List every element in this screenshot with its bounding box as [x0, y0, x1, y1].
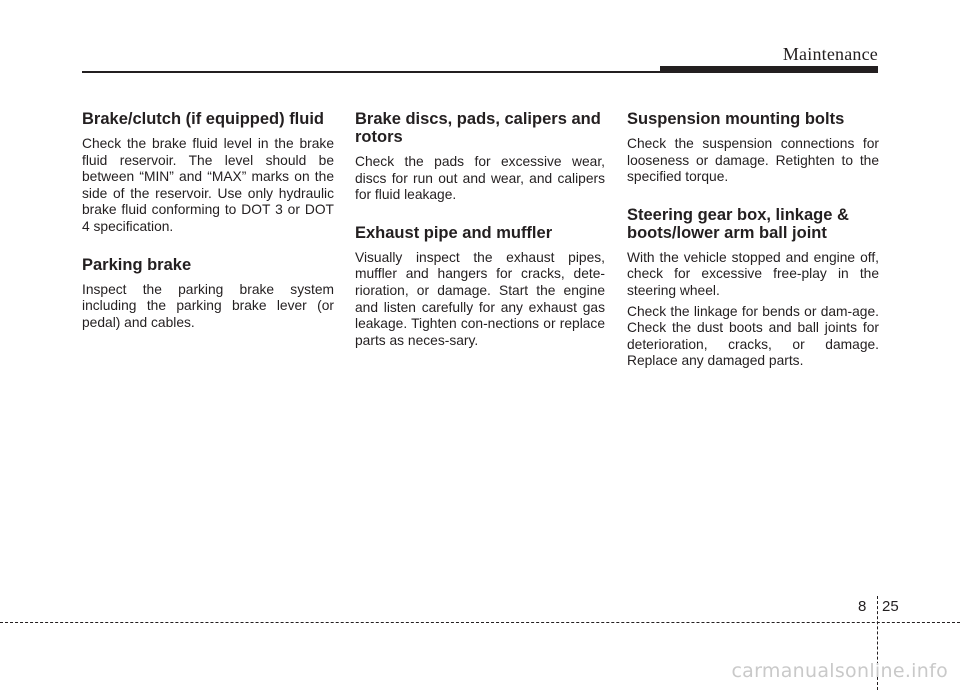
section-heading: Suspension mounting bolts — [627, 110, 845, 128]
section-paragraph: Check the pads for excessive wear, discs for run out and wear, and calipers for fluid leakage. — [355, 154, 605, 203]
header-rule-accent — [660, 66, 878, 73]
section-steering-gear — [627, 206, 879, 370]
watermark: carmanualsonline.info — [731, 660, 948, 682]
section-paragraph: With the vehicle stopped and engine off, check for excessive free-play in the steering wheel. — [627, 249, 879, 298]
content-column-1 — [82, 110, 334, 351]
section-heading: Steering gear box, linkage & boots/lower arm ball joint — [627, 205, 849, 242]
section-exhaust-pipe — [355, 224, 605, 350]
page-header-title: Maintenance — [782, 44, 878, 64]
header-rule — [82, 71, 662, 73]
section-paragraph: Visually inspect the exhaust pipes, muffler and hangers for cracks, dete-rioration, or damage. Start the engine and listen carefully for any exhaust gas leakage. Tighten con-nections or replace parts as neces-sary. — [355, 249, 605, 348]
section-paragraph: Inspect the parking brake system including the parking brake lever (or pedal) and cables. — [82, 281, 334, 330]
section-brake-clutch-fluid — [82, 110, 334, 236]
content-column-3 — [627, 110, 879, 390]
section-paragraph: Check the suspension connections for looseness or damage. Retighten to the specified torque. — [627, 136, 879, 185]
section-heading: Parking brake — [82, 255, 192, 274]
page-number: 25 — [882, 598, 899, 615]
chapter-number: 8 — [858, 598, 867, 615]
section-paragraph: Check the brake fluid level in the brake fluid reservoir. The level should be between “MIN” and “MAX” marks on the side of the reservoir. Use only hydraulic brake fluid conforming to DOT 3 or DOT 4 specification. — [82, 136, 334, 234]
section-parking-brake — [82, 256, 334, 332]
section-heading: Brake/clutch (if equipped) fluid — [82, 110, 325, 128]
section-heading: Exhaust pipe and muffler — [355, 223, 553, 242]
section-suspension-bolts — [627, 110, 879, 186]
section-heading: Brake discs, pads, calipers and rotors — [355, 110, 601, 146]
footer-rule — [0, 622, 960, 623]
section-paragraph: Check the linkage for bends or dam-age. Check the dust boots and ball joints for deterioration, cracks, or damage. Replace any damaged parts. — [627, 303, 879, 369]
content-column-2 — [355, 110, 605, 369]
section-brake-discs — [355, 110, 605, 204]
